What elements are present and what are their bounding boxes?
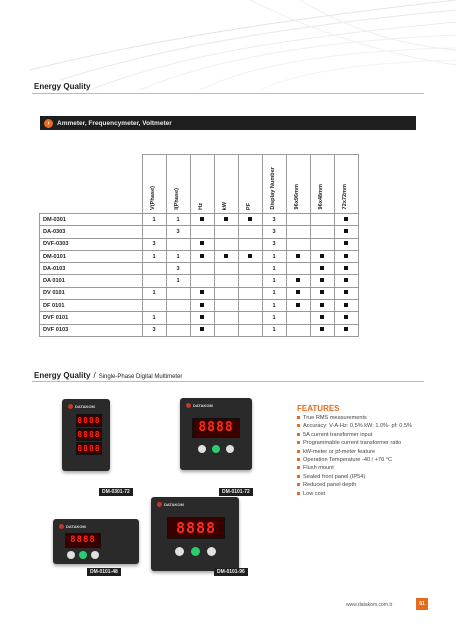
check-mark-cell [286, 250, 310, 262]
filled-square-icon [344, 266, 348, 270]
value-cell [286, 226, 310, 238]
filled-square-icon [200, 290, 204, 294]
device-photo-dm-0101-72 [180, 398, 252, 470]
section-divider [32, 93, 424, 94]
check-mark-cell [190, 238, 214, 250]
feature-item: Low cost [297, 490, 412, 498]
ok-button-icon [191, 547, 200, 556]
footer-url[interactable]: www.datakom.com.tr [346, 602, 393, 608]
column-header: V(Phase) [142, 155, 166, 214]
value-cell [142, 263, 166, 275]
model-name-cell: DA-0303 [40, 226, 143, 238]
brand-logo: DATAKOM [68, 404, 95, 409]
check-mark-cell [214, 250, 238, 262]
value-cell [214, 287, 238, 299]
value-cell [238, 324, 262, 336]
value-cell [214, 226, 238, 238]
table-row [40, 300, 359, 312]
check-mark-cell [310, 300, 334, 312]
model-name-cell: DVF 0101 [40, 312, 143, 324]
value-cell [166, 312, 190, 324]
right-button-icon [226, 445, 234, 453]
value-cell: 3 [142, 324, 166, 336]
value-cell [190, 226, 214, 238]
value-cell [214, 275, 238, 287]
device-label: DM-0101-72 [219, 488, 253, 496]
value-cell: 1 [262, 324, 286, 336]
section-subtitle: Single-Phase Digital Multimeter [98, 374, 183, 380]
filled-square-icon [344, 254, 348, 258]
value-cell: 3 [262, 238, 286, 250]
check-mark-cell [334, 226, 358, 238]
filled-square-icon [320, 315, 324, 319]
value-cell: 3 [166, 263, 190, 275]
filled-square-icon [320, 266, 324, 270]
check-mark-cell [334, 263, 358, 275]
check-mark-cell [334, 287, 358, 299]
value-cell: 1 [262, 300, 286, 312]
value-cell [238, 287, 262, 299]
feature-item: Flush mount [297, 464, 412, 472]
filled-square-icon [344, 241, 348, 245]
model-name-cell: DA-0103 [40, 263, 143, 275]
value-cell: 3 [262, 214, 286, 226]
table-row [40, 214, 359, 226]
column-header: Hz [190, 155, 214, 214]
ok-button-icon [79, 551, 87, 559]
page-number: 61 [416, 598, 428, 610]
check-mark-cell [190, 312, 214, 324]
device-label: DM-0301-72 [99, 488, 133, 496]
features-list [297, 414, 412, 498]
check-mark-cell [310, 287, 334, 299]
check-mark-cell [190, 214, 214, 226]
filled-square-icon [296, 278, 300, 282]
value-cell: 1 [262, 312, 286, 324]
table-row [40, 324, 359, 336]
filled-square-icon [320, 303, 324, 307]
value-cell [142, 300, 166, 312]
filled-square-icon [296, 290, 300, 294]
check-mark-cell [310, 324, 334, 336]
column-header: PF [238, 155, 262, 214]
device-photo-dm-0101-96 [151, 497, 239, 571]
value-cell [310, 226, 334, 238]
model-name-cell: DM-0101 [40, 250, 143, 262]
filled-square-icon [224, 217, 228, 221]
display-readout: 8888 [77, 430, 101, 439]
value-cell: 1 [166, 275, 190, 287]
display-readout: 8888 [167, 517, 225, 539]
table-header-row [40, 155, 359, 214]
filled-square-icon [344, 303, 348, 307]
filled-square-icon [344, 278, 348, 282]
check-mark-cell [310, 312, 334, 324]
value-cell [190, 275, 214, 287]
product-spec-table [39, 154, 359, 337]
device-photo-dm-0301-72 [62, 399, 110, 471]
check-mark-cell [214, 214, 238, 226]
check-mark-cell [286, 300, 310, 312]
value-cell: 1 [142, 287, 166, 299]
filled-square-icon [200, 241, 204, 245]
display-readout: 8888 [65, 533, 101, 548]
title-separator: / [93, 371, 96, 380]
value-cell: 1 [262, 250, 286, 262]
value-cell [238, 275, 262, 287]
filled-square-icon [200, 315, 204, 319]
value-cell [214, 300, 238, 312]
filled-square-icon [224, 254, 228, 258]
ok-button-icon [212, 445, 220, 453]
value-cell: 1 [142, 312, 166, 324]
value-cell [310, 238, 334, 250]
check-mark-cell [190, 300, 214, 312]
value-cell: 1 [262, 275, 286, 287]
check-mark-cell [334, 312, 358, 324]
model-name-cell: DVF 0103 [40, 324, 143, 336]
table-row [40, 312, 359, 324]
column-header: Display Number [262, 155, 286, 214]
section-title-multimeter [34, 371, 182, 380]
check-mark-cell [334, 238, 358, 250]
filled-square-icon [320, 278, 324, 282]
value-cell [286, 238, 310, 250]
value-cell: 1 [142, 250, 166, 262]
column-header: kW [214, 155, 238, 214]
logo-mark-icon [157, 502, 162, 507]
column-header: 96x96mm [286, 155, 310, 214]
check-mark-cell [334, 300, 358, 312]
table-corner-cell [40, 155, 143, 214]
check-mark-cell [334, 214, 358, 226]
check-mark-cell [334, 275, 358, 287]
filled-square-icon [200, 217, 204, 221]
filled-square-icon [320, 290, 324, 294]
display-readout: 8888 [77, 416, 101, 425]
value-cell: 1 [142, 214, 166, 226]
model-name-cell: DVF-0303 [40, 238, 143, 250]
value-cell [142, 275, 166, 287]
value-cell [238, 300, 262, 312]
feature-item: 5A current transformer input [297, 431, 412, 439]
value-cell [310, 214, 334, 226]
feature-item: Reduced panel depth [297, 481, 412, 489]
value-cell [286, 214, 310, 226]
right-button-icon [207, 547, 216, 556]
logo-mark-icon [186, 403, 191, 408]
subsection-title: Ammeter, Frequencymeter, Voltmeter [57, 119, 172, 127]
check-mark-cell [190, 287, 214, 299]
feature-item: True RMS measurements [297, 414, 412, 422]
subsection-bar [40, 116, 416, 130]
value-cell: 1 [166, 250, 190, 262]
value-cell: 3 [166, 226, 190, 238]
value-cell [142, 226, 166, 238]
check-mark-cell [238, 214, 262, 226]
filled-square-icon [344, 315, 348, 319]
left-button-icon [67, 551, 75, 559]
value-cell [286, 263, 310, 275]
brand-logo: DATAKOM [157, 502, 184, 507]
check-mark-cell [334, 250, 358, 262]
filled-square-icon [248, 217, 252, 221]
feature-item: kW-meter or pf-meter feature [297, 448, 412, 456]
value-cell [286, 324, 310, 336]
check-mark-cell [286, 287, 310, 299]
filled-square-icon [200, 327, 204, 331]
check-mark-cell [238, 250, 262, 262]
value-cell [286, 312, 310, 324]
device-label: DM-0101-96 [214, 568, 248, 576]
filled-square-icon [320, 327, 324, 331]
logo-mark-icon [68, 404, 73, 409]
left-button-icon [175, 547, 184, 556]
logo-mark-icon [59, 524, 64, 529]
chevron-right-icon: › [44, 119, 53, 128]
device-label: DM-0101-48 [87, 568, 121, 576]
device-photo-dm-0101-48 [53, 519, 139, 564]
section-title: Energy Quality [34, 82, 91, 91]
left-button-icon [198, 445, 206, 453]
model-name-cell: DM-0301 [40, 214, 143, 226]
column-header: I(Phase) [166, 155, 190, 214]
value-cell: 1 [262, 263, 286, 275]
value-cell [214, 238, 238, 250]
model-name-cell: DF 0101 [40, 300, 143, 312]
features-heading: FEATURES [297, 404, 340, 413]
check-mark-cell [190, 250, 214, 262]
feature-item: Sealed front panel (IP54) [297, 473, 412, 481]
section-divider [32, 381, 424, 382]
value-cell: 1 [262, 287, 286, 299]
filled-square-icon [296, 254, 300, 258]
display-readout: 8888 [77, 444, 101, 453]
check-mark-cell [286, 275, 310, 287]
table-row [40, 275, 359, 287]
value-cell [214, 312, 238, 324]
display-readout: 8888 [192, 418, 240, 438]
value-cell: 3 [262, 226, 286, 238]
value-cell: 3 [142, 238, 166, 250]
table-row [40, 238, 359, 250]
value-cell [214, 263, 238, 275]
filled-square-icon [248, 254, 252, 258]
filled-square-icon [320, 254, 324, 258]
filled-square-icon [344, 290, 348, 294]
table-row [40, 263, 359, 275]
check-mark-cell [310, 250, 334, 262]
table-row [40, 226, 359, 238]
filled-square-icon [344, 327, 348, 331]
filled-square-icon [344, 217, 348, 221]
value-cell [238, 238, 262, 250]
filled-square-icon [296, 303, 300, 307]
check-mark-cell [334, 324, 358, 336]
value-cell [190, 263, 214, 275]
model-name-cell: DA 0101 [40, 275, 143, 287]
check-mark-cell [310, 263, 334, 275]
feature-item: Operation Temperature -40 / +70 °C [297, 456, 412, 464]
value-cell: 1 [166, 214, 190, 226]
value-cell [238, 263, 262, 275]
table-row [40, 250, 359, 262]
filled-square-icon [200, 254, 204, 258]
value-cell [166, 287, 190, 299]
table-row [40, 287, 359, 299]
brand-logo: DATAKOM [59, 524, 86, 529]
model-name-cell: DV 0101 [40, 287, 143, 299]
value-cell [238, 312, 262, 324]
filled-square-icon [344, 229, 348, 233]
column-header: 96x48mm [310, 155, 334, 214]
value-cell [238, 226, 262, 238]
brand-logo: DATAKOM [186, 403, 213, 408]
filled-square-icon [200, 303, 204, 307]
section-title-text: Energy Quality [34, 371, 91, 380]
feature-item: Accuracy: V-A-Hz: 0.5% kW: 1.0%- pf: 0.5% [297, 422, 412, 430]
column-header: 72x72mm [334, 155, 358, 214]
value-cell [166, 238, 190, 250]
check-mark-cell [190, 324, 214, 336]
value-cell [214, 324, 238, 336]
check-mark-cell [310, 275, 334, 287]
feature-item: Programmable current transformer ratio [297, 439, 412, 447]
header-swoosh-graphic [0, 0, 456, 90]
right-button-icon [91, 551, 99, 559]
value-cell [166, 324, 190, 336]
value-cell [166, 300, 190, 312]
